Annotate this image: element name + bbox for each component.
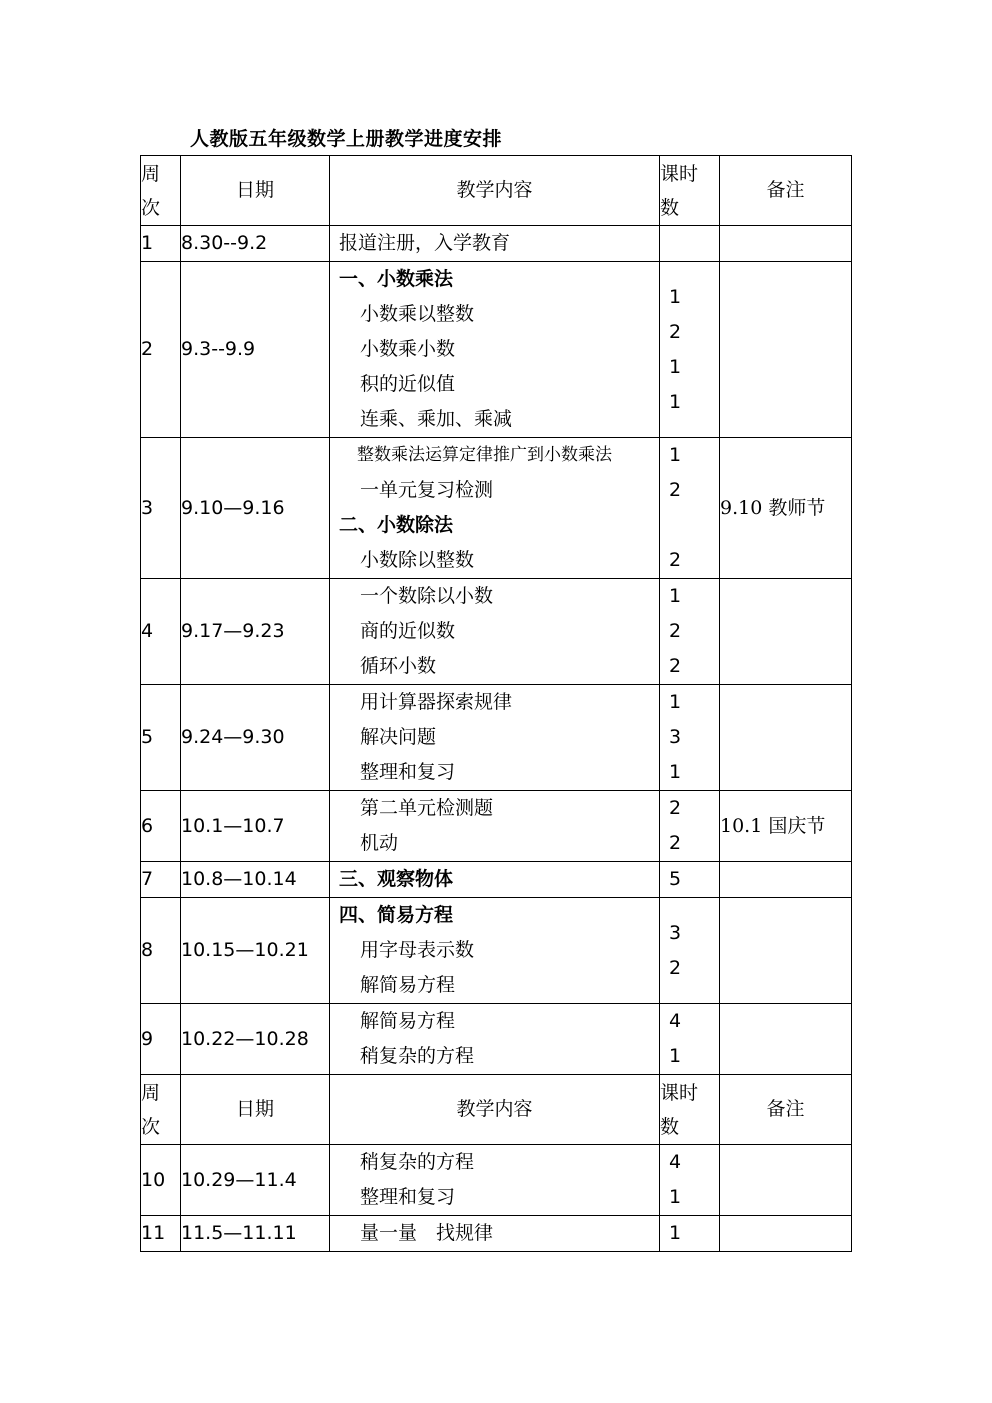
week-cell: 11 xyxy=(141,1216,181,1252)
hours-value: 1 xyxy=(669,1186,682,1208)
table-row xyxy=(141,1145,852,1216)
content-line: 整数乘法运算定律推广到小数乘法 xyxy=(357,445,612,465)
content-line: 稍复杂的方程 xyxy=(360,1045,475,1067)
header-week xyxy=(141,1075,181,1145)
header-week-line-2: 次 xyxy=(141,1115,161,1138)
note-cell: 10.1 国庆节 xyxy=(720,791,852,862)
content-line: 连乘、乘加、乘减 xyxy=(360,408,513,430)
header-hours xyxy=(660,156,720,226)
hours-cell xyxy=(660,262,720,438)
week-cell: 9 xyxy=(141,1004,181,1075)
hours-value: 5 xyxy=(669,868,682,890)
note-cell xyxy=(720,862,852,898)
header-week-line-2: 次 xyxy=(141,196,161,219)
content-line: 四、简易方程 xyxy=(339,904,454,926)
hours-cell xyxy=(660,898,720,1004)
date-cell: 9.3--9.9 xyxy=(181,262,330,438)
week-cell: 5 xyxy=(141,685,181,791)
content-cell xyxy=(330,791,660,862)
content-line: 小数乘小数 xyxy=(360,338,456,360)
note-cell xyxy=(720,1004,852,1075)
table-row xyxy=(141,685,852,791)
note-cell xyxy=(720,685,852,791)
content-line: 用计算器探索规律 xyxy=(360,691,513,713)
hours-value: 4 xyxy=(669,1010,682,1032)
note-cell xyxy=(720,226,852,262)
hours-value: 1 xyxy=(669,285,682,308)
hours-value: 1 xyxy=(669,355,682,378)
content-line: 机动 xyxy=(360,832,399,854)
header-date: 日期 xyxy=(181,156,330,226)
hours-value: 2 xyxy=(669,797,682,819)
hours-value: 2 xyxy=(669,479,682,501)
hours-value: 2 xyxy=(669,320,682,343)
content-cell xyxy=(330,579,660,685)
week-cell: 1 xyxy=(141,226,181,262)
note-cell xyxy=(720,579,852,685)
note-cell xyxy=(720,262,852,438)
header-week xyxy=(141,156,181,226)
content-cell xyxy=(330,1216,660,1252)
table-row xyxy=(141,898,852,1004)
table-row xyxy=(141,862,852,898)
content-line: 一、小数乘法 xyxy=(339,268,454,290)
table-header-row xyxy=(141,156,852,226)
date-cell: 10.15—10.21 xyxy=(181,898,330,1004)
date-cell: 10.1—10.7 xyxy=(181,791,330,862)
table-header-row xyxy=(141,1075,852,1145)
content-line: 解简易方程 xyxy=(360,1010,456,1032)
header-date: 日期 xyxy=(181,1075,330,1145)
hours-value: 2 xyxy=(669,620,682,642)
content-cell xyxy=(330,262,660,438)
content-line: 一单元复习检测 xyxy=(360,479,494,501)
content-line: 解简易方程 xyxy=(360,974,456,996)
table-row xyxy=(141,438,852,579)
header-week-line-1: 周 xyxy=(141,1081,161,1104)
content-cell xyxy=(330,226,660,262)
hours-cell xyxy=(660,685,720,791)
hours-cell xyxy=(660,1216,720,1252)
week-cell: 8 xyxy=(141,898,181,1004)
content-line: 积的近似值 xyxy=(360,373,456,395)
content-cell xyxy=(330,862,660,898)
week-cell: 3 xyxy=(141,438,181,579)
date-cell: 9.24—9.30 xyxy=(181,685,330,791)
header-hours-line-1: 课时 xyxy=(660,162,699,185)
hours-value: 1 xyxy=(669,691,682,713)
header-hours-line-1: 课时 xyxy=(660,1081,699,1104)
table-row xyxy=(141,1004,852,1075)
date-cell: 8.30--9.2 xyxy=(181,226,330,262)
week-cell: 7 xyxy=(141,862,181,898)
hours-value: 4 xyxy=(669,1151,682,1173)
content-cell xyxy=(330,1004,660,1075)
content-line: 小数乘以整数 xyxy=(360,303,475,325)
content-line: 三、观察物体 xyxy=(339,868,454,890)
content-line: 第二单元检测题 xyxy=(360,797,494,819)
content-cell xyxy=(330,685,660,791)
table-row xyxy=(141,262,852,438)
week-cell: 2 xyxy=(141,262,181,438)
schedule-body xyxy=(141,156,852,1252)
table-row xyxy=(141,1216,852,1252)
date-cell: 9.10—9.16 xyxy=(181,438,330,579)
hours-value: 2 xyxy=(669,549,682,571)
hours-cell xyxy=(660,579,720,685)
date-cell: 11.5—11.11 xyxy=(181,1216,330,1252)
content-line: 一个数除以小数 xyxy=(360,585,494,607)
content-line: 小数除以整数 xyxy=(360,549,475,571)
week-cell: 4 xyxy=(141,579,181,685)
content-line: 报道注册，入学教育 xyxy=(339,232,511,254)
hours-value: 2 xyxy=(669,832,682,854)
content-cell xyxy=(330,898,660,1004)
hours-cell xyxy=(660,1145,720,1216)
content-line: 解决问题 xyxy=(360,726,437,748)
schedule-table xyxy=(140,155,852,1252)
header-hours-line-2: 数 xyxy=(660,196,680,219)
hours-value: 1 xyxy=(669,761,682,783)
hours-value: 3 xyxy=(669,921,682,944)
hours-value: 1 xyxy=(669,390,682,413)
content-line: 商的近似数 xyxy=(360,620,456,642)
hours-value xyxy=(660,508,719,543)
content-cell xyxy=(330,438,660,579)
header-content: 教学内容 xyxy=(330,156,660,226)
week-cell: 10 xyxy=(141,1145,181,1216)
content-line: 循环小数 xyxy=(360,655,437,677)
note-cell xyxy=(720,1216,852,1252)
note-cell: 9.10 教师节 xyxy=(720,438,852,579)
content-line: 整理和复习 xyxy=(360,761,456,783)
header-hours-line-2: 数 xyxy=(660,1115,680,1138)
hours-value: 3 xyxy=(669,726,682,748)
content-cell xyxy=(330,1145,660,1216)
content-line: 二、小数除法 xyxy=(339,514,454,536)
table-row xyxy=(141,579,852,685)
hours-value: 1 xyxy=(669,444,682,466)
header-hours xyxy=(660,1075,720,1145)
date-cell: 10.29—11.4 xyxy=(181,1145,330,1216)
hours-cell xyxy=(660,862,720,898)
page-title: 人教版五年级数学上册教学进度安排 xyxy=(190,128,503,150)
date-cell: 9.17—9.23 xyxy=(181,579,330,685)
hours-value: 2 xyxy=(669,655,682,677)
hours-value xyxy=(660,226,719,261)
content-line: 整理和复习 xyxy=(360,1186,456,1208)
content-line: 用字母表示数 xyxy=(360,939,475,961)
note-cell xyxy=(720,1145,852,1216)
note-cell xyxy=(720,898,852,1004)
table-row xyxy=(141,226,852,262)
hours-cell xyxy=(660,226,720,262)
hours-value: 1 xyxy=(669,1045,682,1067)
hours-cell xyxy=(660,791,720,862)
hours-value: 1 xyxy=(669,1222,682,1244)
hours-cell xyxy=(660,1004,720,1075)
table-row xyxy=(141,791,852,862)
header-note: 备注 xyxy=(720,156,852,226)
week-cell: 6 xyxy=(141,791,181,862)
header-week-line-1: 周 xyxy=(141,162,161,185)
hours-cell xyxy=(660,438,720,579)
content-line: 量一量 找规律 xyxy=(360,1222,494,1244)
header-note: 备注 xyxy=(720,1075,852,1145)
header-content: 教学内容 xyxy=(330,1075,660,1145)
date-cell: 10.8—10.14 xyxy=(181,862,330,898)
date-cell: 10.22—10.28 xyxy=(181,1004,330,1075)
hours-value: 1 xyxy=(669,585,682,607)
hours-value: 2 xyxy=(669,956,682,979)
content-line: 稍复杂的方程 xyxy=(360,1151,475,1173)
